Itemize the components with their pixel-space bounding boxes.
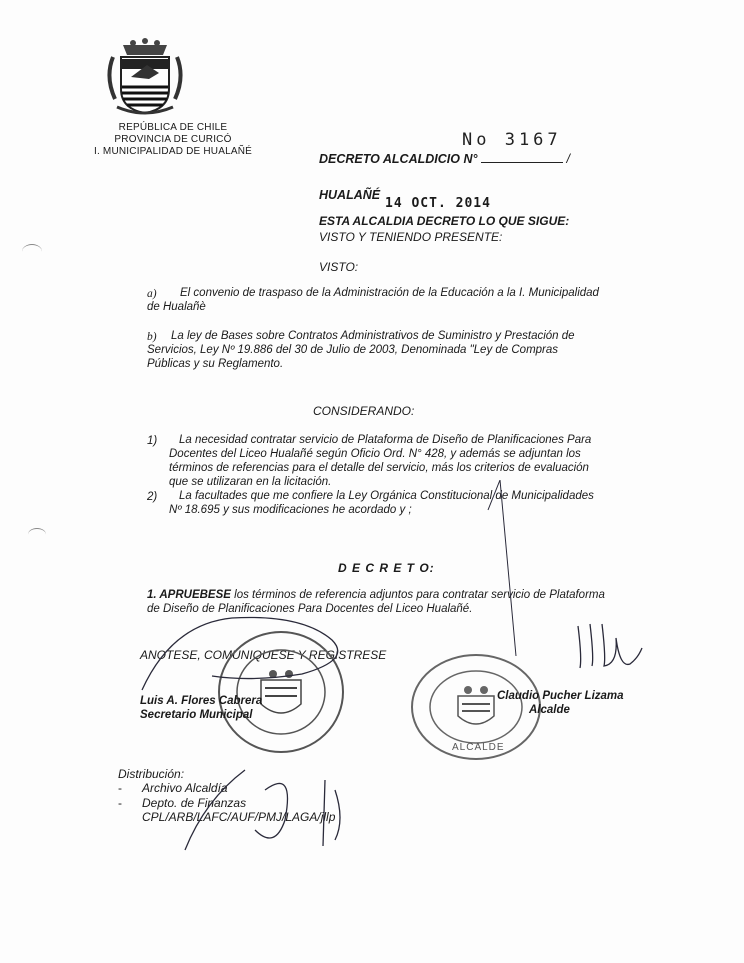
municipal-coat-of-arms [103,37,187,117]
secretary-name: Luis A. Flores Cabrera [140,695,263,707]
considerando-heading: CONSIDERANDO: [313,404,415,418]
decree-number-stamp: No 3167 [462,130,562,150]
anotese-line: ANOTESE, COMUNIQUESE Y REGISTRESE [140,648,387,662]
visto-item-a [147,286,667,314]
distribution-text-2: Depto. de Finanzas [142,796,247,810]
distribution-marker-1: - [118,781,122,795]
decree-intro-2: VISTO Y TENIENDO PRESENTE: [319,230,503,244]
visto-text-a-2: de Hualañè [147,301,206,313]
decreto-heading: D E C R E T O: [338,561,435,575]
considerando-item-2 [147,489,677,517]
visto-text-a-1: El convenio de traspaso de la Administración de la Educación a la I. Municipalidad [180,287,599,299]
mayor-signature [568,618,648,680]
distribution-text-1: Archivo Alcaldía [142,781,228,795]
punch-hole-mark [22,244,42,259]
decree-number-underline [481,152,563,163]
header-republic: REPÚBLICA DE CHILE [118,122,228,133]
header-province: PROVINCIA DE CURICÓ [114,134,232,145]
distribution-initials: CPL/ARB/LAFC/AUF/PMJ/LAGA/jllp [142,810,336,824]
distribution-heading: Distribución: [118,767,185,781]
distribution-marker-2: - [118,796,122,810]
decree-place: HUALAÑÉ [319,188,381,202]
decreto-item-bold: 1. APRUEBESE [147,589,231,601]
visto-text-b-2: Servicios, Ley Nº 19.886 del 30 de Julio de 2003, Denominada "Ley de Compras [147,344,559,356]
distribution-signature [175,760,365,856]
secretary-signature [132,604,392,694]
decreto-item-text-2: de Diseño de Planificaciones Para Docentes del Liceo Hualañé. [147,603,473,615]
considerando-marker-1: 1) [147,435,158,447]
mayor-name: Claudio Pucher Lizama [497,690,624,702]
issuer-header [82,122,264,158]
visto-text-b-3: Públicas y su Reglamento. [147,358,284,370]
visto-item-b [147,329,677,371]
decree-title-label: DECRETO ALCALDICIO N° [319,152,478,166]
considerando-text-1-2: Docentes del Liceo Hualañé según Oficio Ord. N° 428, y además se adjuntan los [169,448,581,460]
pen-line [480,480,520,660]
visto-marker-b: b) [147,331,157,343]
visto-heading: VISTO: [319,260,359,274]
visto-marker-a: a) [147,288,157,300]
decree-date-stamp: 14 OCT. 2014 [385,196,491,211]
decree-title-slash: / [566,152,570,166]
decreto-item-text-1: los términos de referencia adjuntos para contratar servicio de Plataforma [230,589,605,601]
considerando-marker-2: 2) [147,491,158,503]
mayor-seal-bottom-text: ALCALDE [452,742,505,753]
visto-text-b-1: La ley de Bases sobre Contratos Administrativos de Suministro y Prestación de [171,330,575,342]
considerando-text-2-1: La facultades que me confiere la Ley Orgánica Constitucional de Municipalidades [179,490,594,502]
considerando-text-1-4: que se utilizaran en la licitación. [169,476,332,488]
mayor-role: Alcalde [529,704,570,716]
punch-hole-mark [28,528,46,541]
decree-intro: ESTA ALCALDIA DECRETO LO QUE SIGUE: [319,214,570,228]
considerando-text-1-3: términos de referencias para el detalle del servicio, más los criterios de evaluación [169,462,589,474]
header-municipality: I. MUNICIPALIDAD DE HUALAÑÉ [93,146,253,157]
considerando-item-1 [147,433,677,489]
considerando-text-1-1: La necesidad contratar servicio de Plataforma de Diseño de Planificaciones Para [179,434,592,446]
considerando-text-2-2: Nº 18.695 y sus modificaciones he acordado y ; [169,504,412,516]
secretary-role: Secretario Municipal [140,709,253,721]
decree-title [319,152,570,166]
